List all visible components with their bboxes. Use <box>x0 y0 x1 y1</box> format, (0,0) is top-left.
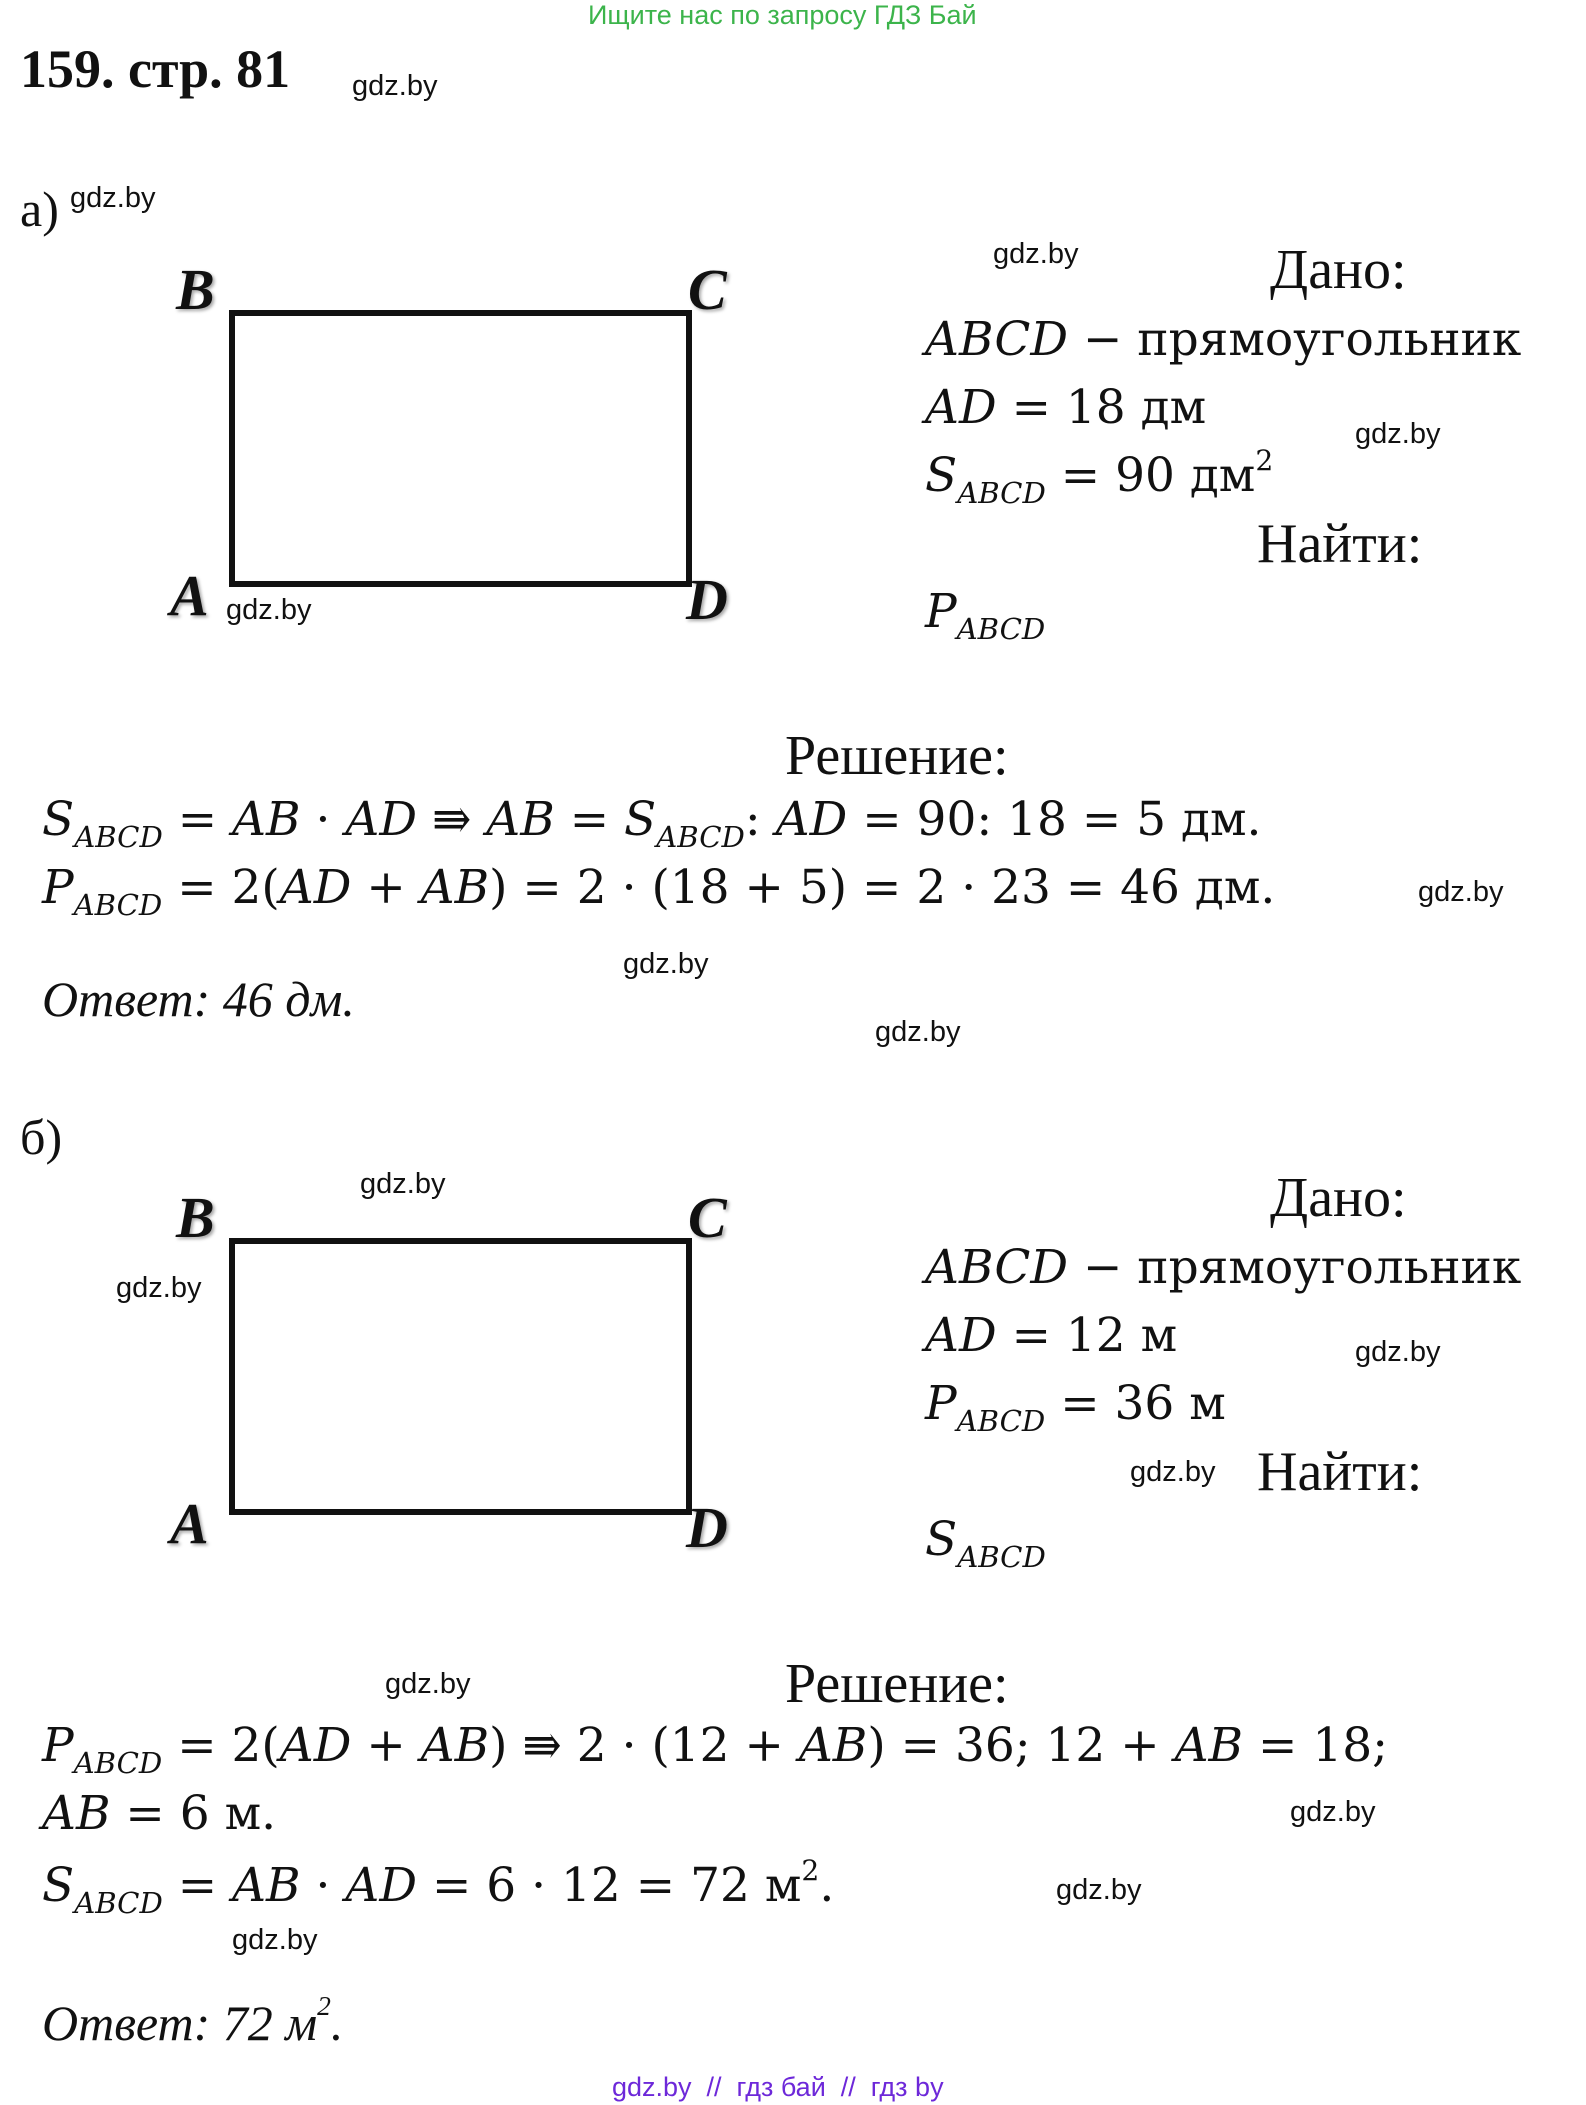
watermark: gdz.by <box>1130 1456 1216 1488</box>
t: = <box>162 1858 233 1913</box>
watermark: gdz.by <box>623 948 709 980</box>
t: · <box>300 1858 346 1913</box>
vertex-label-a: A <box>170 1491 209 1556</box>
solution-line-3 <box>42 1853 835 1921</box>
vertex-label-d: D <box>686 1495 728 1560</box>
solution-line-2 <box>42 1786 276 1841</box>
var: P <box>925 1376 957 1431</box>
t: = 2( <box>162 1718 280 1773</box>
vertex-label-b: B <box>176 257 215 322</box>
v: AB <box>798 1718 868 1773</box>
v: S <box>42 1858 75 1913</box>
v: AB <box>486 792 555 847</box>
t: = 90: 18 = 5 дм. <box>847 792 1262 847</box>
v: S <box>624 792 657 847</box>
v: AB <box>1174 1718 1244 1773</box>
text: = 36 м <box>1045 1376 1226 1431</box>
answer-end: . <box>330 1995 344 2051</box>
var: S <box>925 1512 958 1567</box>
watermark: gdz.by <box>993 238 1079 270</box>
var: P <box>925 584 957 639</box>
t: · <box>300 792 346 847</box>
v: AB <box>232 1858 301 1913</box>
given-title: Дано: <box>1270 1167 1407 1229</box>
text: − прямоугольник <box>1068 1240 1522 1295</box>
t: = 2( <box>162 860 280 915</box>
given-line-perimeter <box>925 1376 1226 1439</box>
answer-text: Ответ: 46 дм. <box>42 971 355 1027</box>
sub: ABCD <box>73 1746 163 1781</box>
t: = 6 м. <box>110 1786 277 1841</box>
solution-line-1 <box>42 792 1262 855</box>
superscript: 2 <box>1255 443 1274 477</box>
watermark: gdz.by <box>70 182 156 214</box>
subscript: ABCD <box>956 1404 1046 1439</box>
subscript: ABCD <box>956 612 1046 647</box>
vertex-label-a: A <box>170 563 209 628</box>
given-line-area <box>925 443 1274 511</box>
answer-main: Ответ: 72 м <box>42 1995 318 2051</box>
watermark: gdz.by <box>116 1272 202 1304</box>
text: = 12 м <box>996 1308 1178 1363</box>
find-value <box>925 1512 1046 1575</box>
watermark: gdz.by <box>1056 1874 1142 1906</box>
v: AD <box>345 1858 418 1913</box>
vertex-label-d: D <box>686 567 728 632</box>
t: + <box>351 860 421 915</box>
sub: ABCD <box>74 820 163 855</box>
top-banner-link[interactable]: Ищите нас по запросу ГДЗ Бай <box>588 0 977 30</box>
find-title: Найти: <box>1257 513 1423 575</box>
rectangle-shape <box>229 310 692 587</box>
subscript: ABCD <box>957 476 1046 511</box>
solution-line-2 <box>42 860 1276 923</box>
v: AD <box>279 860 352 915</box>
var: AD <box>925 1308 997 1363</box>
part-a-label: а) <box>20 181 59 237</box>
v: AD <box>345 792 418 847</box>
answer-sup: 2 <box>317 1990 331 2022</box>
watermark: gdz.by <box>352 70 438 102</box>
watermark: gdz.by <box>1290 1796 1376 1828</box>
t: = 6 · 12 = 72 м <box>417 1858 802 1913</box>
t: . <box>819 1858 835 1913</box>
given-title: Дано: <box>1270 239 1407 301</box>
solution-title: Решение: <box>785 725 1009 787</box>
watermark: gdz.by <box>385 1668 471 1700</box>
v: AB <box>420 1718 490 1773</box>
var: ABCD <box>925 1240 1068 1295</box>
var: AD <box>925 380 997 435</box>
t: ) = 36; 12 + <box>867 1718 1175 1773</box>
sub: ABCD <box>656 820 745 855</box>
watermark: gdz.by <box>232 1924 318 1956</box>
watermark: gdz.by <box>875 1016 961 1048</box>
v: AB <box>232 792 301 847</box>
sup: 2 <box>801 1853 820 1887</box>
v: P <box>42 1718 74 1773</box>
t: = <box>554 792 625 847</box>
var: S <box>925 448 958 503</box>
t: ⇛ <box>417 792 487 847</box>
text: = 90 дм <box>1045 448 1256 503</box>
find-title: Найти: <box>1257 1441 1423 1503</box>
sub: ABCD <box>73 888 163 923</box>
rectangle-shape <box>229 1238 692 1515</box>
given-line-side <box>925 1308 1177 1363</box>
given-line-shape <box>925 1240 1521 1295</box>
part-b-label: б) <box>20 1109 63 1165</box>
v: AB <box>420 860 490 915</box>
solution-title: Решение: <box>785 1653 1009 1715</box>
t: = 18; <box>1243 1718 1388 1773</box>
watermark: gdz.by <box>226 594 312 626</box>
footer-links[interactable]: gdz.by // гдз бай // гдз by <box>612 2072 944 2102</box>
find-value <box>925 584 1046 647</box>
t: ) ⇛ 2 · (12 + <box>489 1718 799 1773</box>
solution-line-1 <box>42 1718 1388 1781</box>
sub: ABCD <box>74 1886 163 1921</box>
var: ABCD <box>925 312 1068 367</box>
text: − прямоугольник <box>1068 312 1522 367</box>
page-title: 159. стр. 81 <box>20 39 291 99</box>
v: AD <box>775 792 848 847</box>
watermark: gdz.by <box>1355 1336 1441 1368</box>
t: + <box>351 1718 421 1773</box>
t: : <box>744 792 776 847</box>
vertex-label-c: C <box>688 257 727 322</box>
given-line-shape <box>925 312 1521 367</box>
given-line-side <box>925 380 1206 435</box>
vertex-label-c: C <box>688 1185 727 1250</box>
subscript: ABCD <box>957 1540 1046 1575</box>
vertex-label-b: B <box>176 1185 215 1250</box>
t: = <box>162 792 233 847</box>
t: ) = 2 · (18 + 5) = 2 · 23 = 46 дм. <box>489 860 1276 915</box>
v: AB <box>42 1786 111 1841</box>
v: AD <box>279 1718 352 1773</box>
v: S <box>42 792 75 847</box>
watermark: gdz.by <box>1355 418 1441 450</box>
watermark: gdz.by <box>1418 876 1504 908</box>
watermark: gdz.by <box>360 1168 446 1200</box>
v: P <box>42 860 74 915</box>
text: = 18 дм <box>996 380 1207 435</box>
answer-text <box>42 1990 344 2052</box>
